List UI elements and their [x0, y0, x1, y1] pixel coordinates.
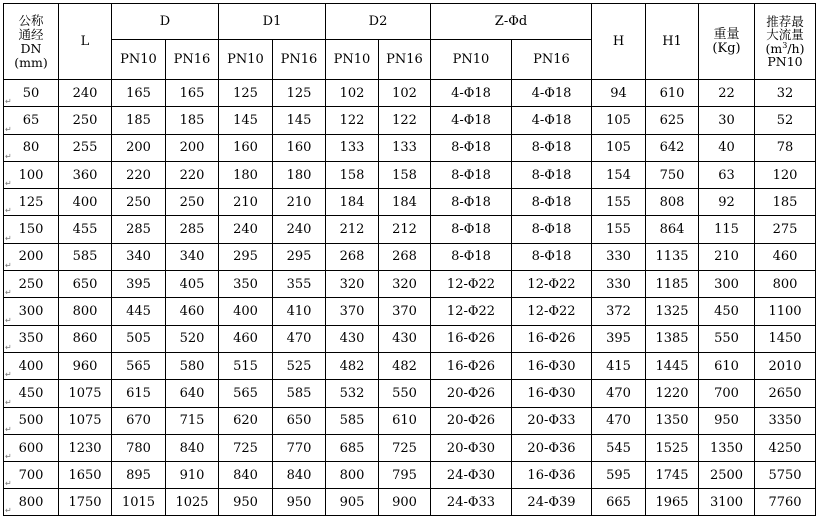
cell-max-flow: 2010: [755, 352, 816, 379]
cell-d1-pn10: 160: [219, 134, 273, 161]
return-mark-icon: ↵: [5, 424, 12, 434]
header-d2-pn16: PN16: [379, 40, 431, 80]
cell-weight: 550: [699, 325, 755, 352]
table-row: [4, 352, 816, 379]
cell-d-pn10: 285: [112, 216, 166, 243]
cell-z-pn10: 8-Φ18: [431, 161, 512, 188]
cell-l: 650: [59, 271, 112, 298]
cell-dn: [4, 243, 59, 270]
cell-dn: [4, 161, 59, 188]
cell-z-pn16: 12-Φ22: [512, 271, 592, 298]
cell-max-flow: 2650: [755, 380, 816, 407]
cell-d-pn16: 1025: [166, 489, 219, 516]
cell-z-pn10: 16-Φ26: [431, 325, 512, 352]
cell-d-pn10: 200: [112, 134, 166, 161]
cell-d2-pn16: 550: [379, 380, 431, 407]
cell-d2-pn10: 585: [326, 407, 379, 434]
cell-z-pn10: 8-Φ18: [431, 134, 512, 161]
cell-h1: 1385: [646, 325, 699, 352]
table-header: [4, 4, 816, 80]
cell-dn-value: 100: [18, 167, 44, 183]
cell-d2-pn10: 482: [326, 352, 379, 379]
cell-d2-pn16: 370: [379, 298, 431, 325]
cell-d-pn16: 910: [166, 462, 219, 489]
cell-l: 400: [59, 189, 112, 216]
cell-d2-pn10: 685: [326, 434, 379, 461]
cell-d1-pn16: 145: [273, 107, 326, 134]
cell-dn-value: 250: [18, 276, 44, 292]
cell-d2-pn16: 268: [379, 243, 431, 270]
header-d-pn10: PN10: [112, 40, 166, 80]
cell-l: 255: [59, 134, 112, 161]
cell-h: 665: [592, 489, 646, 516]
cell-d2-pn16: 122: [379, 107, 431, 134]
cell-d1-pn16: 650: [273, 407, 326, 434]
cell-h1: 1185: [646, 271, 699, 298]
cell-dn-value: 450: [18, 385, 44, 401]
cell-d1-pn10: 460: [219, 325, 273, 352]
table-row: [4, 107, 816, 134]
cell-d-pn16: 340: [166, 243, 219, 270]
cell-d1-pn10: 125: [219, 80, 273, 107]
cell-d-pn10: 250: [112, 189, 166, 216]
header-z-pn16: PN16: [512, 40, 592, 80]
cell-weight: 610: [699, 352, 755, 379]
table-row: [4, 243, 816, 270]
return-mark-icon: ↵: [5, 397, 12, 407]
return-mark-icon: ↵: [5, 506, 12, 516]
cell-h1: 1350: [646, 407, 699, 434]
cell-dn: [4, 80, 59, 107]
valve-dimension-table: [3, 3, 816, 516]
cell-max-flow: 275: [755, 216, 816, 243]
cell-d2-pn16: 184: [379, 189, 431, 216]
cell-d1-pn16: 770: [273, 434, 326, 461]
header-d1-pn10: PN10: [219, 40, 273, 80]
cell-d1-pn10: 240: [219, 216, 273, 243]
cell-d1-pn16: 840: [273, 462, 326, 489]
cell-d1-pn10: 725: [219, 434, 273, 461]
return-mark-icon: ↵: [5, 370, 12, 380]
header-d1-pn16: PN16: [273, 40, 326, 80]
cell-max-flow: 5750: [755, 462, 816, 489]
cell-l: 860: [59, 325, 112, 352]
cell-max-flow: 7760: [755, 489, 816, 516]
cell-l: 1075: [59, 407, 112, 434]
cell-d1-pn10: 950: [219, 489, 273, 516]
cell-dn: [4, 216, 59, 243]
header-l: L: [59, 4, 112, 80]
cell-d2-pn10: 320: [326, 271, 379, 298]
cell-d2-pn10: 268: [326, 243, 379, 270]
cell-z-pn10: 8-Φ18: [431, 243, 512, 270]
cell-dn: [4, 107, 59, 134]
cell-weight: 22: [699, 80, 755, 107]
cell-weight: 700: [699, 380, 755, 407]
cell-z-pn16: 16-Φ36: [512, 462, 592, 489]
cell-max-flow: 4250: [755, 434, 816, 461]
cell-z-pn10: 12-Φ22: [431, 271, 512, 298]
cell-z-pn16: 12-Φ22: [512, 298, 592, 325]
cell-d1-pn16: 160: [273, 134, 326, 161]
cell-weight: 450: [699, 298, 755, 325]
cell-dn: [4, 134, 59, 161]
return-mark-icon: ↵: [5, 151, 12, 161]
cell-d2-pn10: 370: [326, 298, 379, 325]
cell-l: 250: [59, 107, 112, 134]
table-row: [4, 134, 816, 161]
cell-l: 240: [59, 80, 112, 107]
cell-dn-value: 80: [22, 140, 40, 156]
cell-z-pn16: 4-Φ18: [512, 80, 592, 107]
cell-l: 585: [59, 243, 112, 270]
cell-d2-pn16: 158: [379, 161, 431, 188]
cell-d-pn10: 670: [112, 407, 166, 434]
cell-h: 595: [592, 462, 646, 489]
document-page: [3, 3, 816, 516]
cell-d-pn16: 715: [166, 407, 219, 434]
header-d2-pn10: PN10: [326, 40, 379, 80]
cell-h1: 1745: [646, 462, 699, 489]
cell-h: 470: [592, 407, 646, 434]
cell-d-pn16: 640: [166, 380, 219, 407]
cell-l: 960: [59, 352, 112, 379]
cell-d1-pn16: 410: [273, 298, 326, 325]
cell-z-pn10: 20-Φ30: [431, 434, 512, 461]
cell-max-flow: 78: [755, 134, 816, 161]
header-d: D: [112, 4, 219, 40]
cell-d-pn16: 840: [166, 434, 219, 461]
cell-weight: 2500: [699, 462, 755, 489]
cell-dn-value: 700: [18, 467, 44, 483]
cell-z-pn10: 4-Φ18: [431, 80, 512, 107]
cell-d2-pn10: 102: [326, 80, 379, 107]
cell-z-pn16: 8-Φ18: [512, 161, 592, 188]
return-mark-icon: ↵: [5, 288, 12, 298]
cell-h1: 864: [646, 216, 699, 243]
cell-d1-pn16: 240: [273, 216, 326, 243]
return-mark-icon: ↵: [5, 233, 12, 243]
cell-weight: 30: [699, 107, 755, 134]
cell-d1-pn10: 565: [219, 380, 273, 407]
cell-d1-pn10: 840: [219, 462, 273, 489]
cell-weight: 950: [699, 407, 755, 434]
cell-d1-pn10: 350: [219, 271, 273, 298]
cell-d2-pn10: 905: [326, 489, 379, 516]
cell-dn-value: 500: [18, 413, 44, 429]
cell-dn-value: 800: [18, 494, 44, 510]
cell-h: 330: [592, 243, 646, 270]
cell-dn: [4, 434, 59, 461]
cell-weight: 300: [699, 271, 755, 298]
cell-d2-pn10: 133: [326, 134, 379, 161]
cell-d1-pn16: 295: [273, 243, 326, 270]
cell-dn: [4, 489, 59, 516]
cell-d1-pn10: 620: [219, 407, 273, 434]
cell-z-pn10: 4-Φ18: [431, 107, 512, 134]
cell-d-pn10: 445: [112, 298, 166, 325]
cell-z-pn16: 8-Φ18: [512, 243, 592, 270]
cell-dn: [4, 189, 59, 216]
return-mark-icon: ↵: [5, 124, 12, 134]
cell-h1: 1965: [646, 489, 699, 516]
cell-dn: [4, 380, 59, 407]
cell-d2-pn16: 795: [379, 462, 431, 489]
return-mark-icon: ↵: [5, 206, 12, 216]
cell-d-pn10: 395: [112, 271, 166, 298]
header-h1: H1: [646, 4, 699, 80]
header-d-pn16: PN16: [166, 40, 219, 80]
cell-d-pn16: 250: [166, 189, 219, 216]
cell-max-flow: 1100: [755, 298, 816, 325]
cell-l: 1750: [59, 489, 112, 516]
cell-dn-value: 200: [18, 249, 44, 265]
cell-l: 1230: [59, 434, 112, 461]
cell-d1-pn16: 470: [273, 325, 326, 352]
table-row: [4, 161, 816, 188]
cell-weight: 63: [699, 161, 755, 188]
return-mark-icon: ↵: [5, 179, 12, 189]
cell-z-pn16: 16-Φ26: [512, 325, 592, 352]
cell-d-pn10: 185: [112, 107, 166, 134]
cell-dn-value: 150: [18, 222, 44, 238]
cell-l: 1650: [59, 462, 112, 489]
cell-dn-value: 600: [18, 440, 44, 456]
cell-d2-pn10: 212: [326, 216, 379, 243]
cell-d2-pn10: 800: [326, 462, 379, 489]
header-d1: D1: [219, 4, 326, 40]
header-max-flow: 推荐最 大流量 $(m^3/h)$ PN10: [755, 4, 816, 80]
cell-d-pn10: 615: [112, 380, 166, 407]
cell-d-pn10: 220: [112, 161, 166, 188]
cell-dn-value: 400: [18, 358, 44, 374]
cell-d1-pn10: 515: [219, 352, 273, 379]
cell-weight: 3100: [699, 489, 755, 516]
cell-d1-pn16: 585: [273, 380, 326, 407]
cell-h1: 750: [646, 161, 699, 188]
cell-d-pn16: 460: [166, 298, 219, 325]
header-d2: D2: [326, 4, 431, 40]
cell-d2-pn16: 102: [379, 80, 431, 107]
cell-dn: [4, 271, 59, 298]
cell-weight: 1350: [699, 434, 755, 461]
cell-max-flow: 185: [755, 189, 816, 216]
cell-max-flow: 1450: [755, 325, 816, 352]
cell-d1-pn10: 400: [219, 298, 273, 325]
cell-max-flow: 52: [755, 107, 816, 134]
cell-d2-pn16: 320: [379, 271, 431, 298]
cell-h: 545: [592, 434, 646, 461]
cell-d-pn10: 780: [112, 434, 166, 461]
cell-z-pn10: 12-Φ22: [431, 298, 512, 325]
table-row: [4, 489, 816, 516]
cell-d1-pn16: 525: [273, 352, 326, 379]
cell-dn: [4, 325, 59, 352]
cell-d2-pn16: 482: [379, 352, 431, 379]
cell-max-flow: 3350: [755, 407, 816, 434]
cell-d2-pn10: 430: [326, 325, 379, 352]
cell-z-pn16: 16-Φ30: [512, 380, 592, 407]
return-mark-icon: ↵: [5, 342, 12, 352]
return-mark-icon: ↵: [5, 261, 12, 271]
cell-d-pn10: 1015: [112, 489, 166, 516]
cell-d2-pn10: 184: [326, 189, 379, 216]
table-row: [4, 298, 816, 325]
cell-d2-pn16: 610: [379, 407, 431, 434]
cell-z-pn16: 20-Φ33: [512, 407, 592, 434]
cell-d-pn10: 340: [112, 243, 166, 270]
cell-dn-value: 50: [22, 85, 40, 101]
cell-dn: [4, 352, 59, 379]
cell-d1-pn10: 210: [219, 189, 273, 216]
cell-h: 415: [592, 352, 646, 379]
cell-max-flow: 460: [755, 243, 816, 270]
table-body: [4, 80, 816, 516]
cell-weight: 92: [699, 189, 755, 216]
cell-h1: 1325: [646, 298, 699, 325]
cell-h1: 1445: [646, 352, 699, 379]
cell-weight: 115: [699, 216, 755, 243]
table-row: [4, 407, 816, 434]
cell-dn: [4, 407, 59, 434]
cell-d-pn16: 580: [166, 352, 219, 379]
cell-d-pn16: 185: [166, 107, 219, 134]
header-weight: 重量 (Kg): [699, 4, 755, 80]
cell-h: 94: [592, 80, 646, 107]
cell-z-pn10: 8-Φ18: [431, 216, 512, 243]
cell-h: 105: [592, 134, 646, 161]
table-row: [4, 189, 816, 216]
cell-d-pn16: 220: [166, 161, 219, 188]
cell-d2-pn16: 212: [379, 216, 431, 243]
cell-z-pn16: 8-Φ18: [512, 134, 592, 161]
cell-h1: 610: [646, 80, 699, 107]
cell-dn-value: 300: [18, 304, 44, 320]
cell-d2-pn16: 900: [379, 489, 431, 516]
cell-d-pn16: 405: [166, 271, 219, 298]
cell-d2-pn16: 133: [379, 134, 431, 161]
cell-h: 105: [592, 107, 646, 134]
table-row: [4, 271, 816, 298]
cell-d1-pn16: 125: [273, 80, 326, 107]
return-mark-icon: ↵: [5, 452, 12, 462]
cell-d1-pn16: 210: [273, 189, 326, 216]
cell-d-pn16: 285: [166, 216, 219, 243]
cell-d-pn10: 505: [112, 325, 166, 352]
cell-h1: 625: [646, 107, 699, 134]
cell-z-pn16: 16-Φ30: [512, 352, 592, 379]
header-z-phid: Z-Φd: [431, 4, 592, 40]
cell-h: 155: [592, 189, 646, 216]
cell-d1-pn10: 295: [219, 243, 273, 270]
cell-h: 395: [592, 325, 646, 352]
cell-d-pn16: 520: [166, 325, 219, 352]
cell-l: 800: [59, 298, 112, 325]
cell-h: 470: [592, 380, 646, 407]
cell-dn-value: 65: [22, 112, 40, 128]
table-row: [4, 80, 816, 107]
cell-l: 455: [59, 216, 112, 243]
cell-d1-pn16: 355: [273, 271, 326, 298]
cell-z-pn16: 8-Φ18: [512, 189, 592, 216]
cell-h: 330: [592, 271, 646, 298]
cell-dn: [4, 298, 59, 325]
cell-d-pn10: 895: [112, 462, 166, 489]
cell-z-pn10: 20-Φ26: [431, 407, 512, 434]
cell-d-pn16: 200: [166, 134, 219, 161]
cell-z-pn16: 8-Φ18: [512, 216, 592, 243]
cell-d2-pn10: 158: [326, 161, 379, 188]
header-z-pn10: PN10: [431, 40, 512, 80]
cell-z-pn10: 16-Φ26: [431, 352, 512, 379]
cell-z-pn16: 24-Φ39: [512, 489, 592, 516]
cell-d2-pn10: 122: [326, 107, 379, 134]
cell-d1-pn16: 950: [273, 489, 326, 516]
cell-weight: 210: [699, 243, 755, 270]
table-row: [4, 434, 816, 461]
cell-z-pn10: 24-Φ30: [431, 462, 512, 489]
cell-z-pn10: 20-Φ26: [431, 380, 512, 407]
cell-l: 360: [59, 161, 112, 188]
return-mark-icon: ↵: [5, 97, 12, 107]
cell-d2-pn16: 725: [379, 434, 431, 461]
cell-max-flow: 120: [755, 161, 816, 188]
return-mark-icon: ↵: [5, 479, 12, 489]
cell-l: 1075: [59, 380, 112, 407]
header-dn: 公称 通经 DN (mm): [4, 4, 59, 80]
cell-d-pn16: 165: [166, 80, 219, 107]
cell-d-pn10: 165: [112, 80, 166, 107]
table-row: [4, 462, 816, 489]
cell-h: 154: [592, 161, 646, 188]
cell-d2-pn16: 430: [379, 325, 431, 352]
cell-d2-pn10: 532: [326, 380, 379, 407]
return-mark-icon: ↵: [5, 315, 12, 325]
cell-h1: 642: [646, 134, 699, 161]
cell-dn-value: 125: [18, 194, 44, 210]
cell-d-pn10: 565: [112, 352, 166, 379]
cell-z-pn16: 20-Φ36: [512, 434, 592, 461]
cell-z-pn16: 4-Φ18: [512, 107, 592, 134]
cell-h1: 1220: [646, 380, 699, 407]
cell-max-flow: 800: [755, 271, 816, 298]
table-row: [4, 380, 816, 407]
table-row: [4, 216, 816, 243]
cell-max-flow: 32: [755, 80, 816, 107]
cell-h1: 808: [646, 189, 699, 216]
cell-d1-pn10: 180: [219, 161, 273, 188]
cell-h1: 1135: [646, 243, 699, 270]
cell-d1-pn10: 145: [219, 107, 273, 134]
cell-z-pn10: 24-Φ33: [431, 489, 512, 516]
cell-weight: 40: [699, 134, 755, 161]
cell-dn-value: 350: [18, 331, 44, 347]
header-h: H: [592, 4, 646, 80]
cell-h1: 1525: [646, 434, 699, 461]
cell-z-pn10: 8-Φ18: [431, 189, 512, 216]
cell-h: 372: [592, 298, 646, 325]
cell-dn: [4, 462, 59, 489]
cell-d1-pn16: 180: [273, 161, 326, 188]
table-row: [4, 325, 816, 352]
cell-h: 155: [592, 216, 646, 243]
